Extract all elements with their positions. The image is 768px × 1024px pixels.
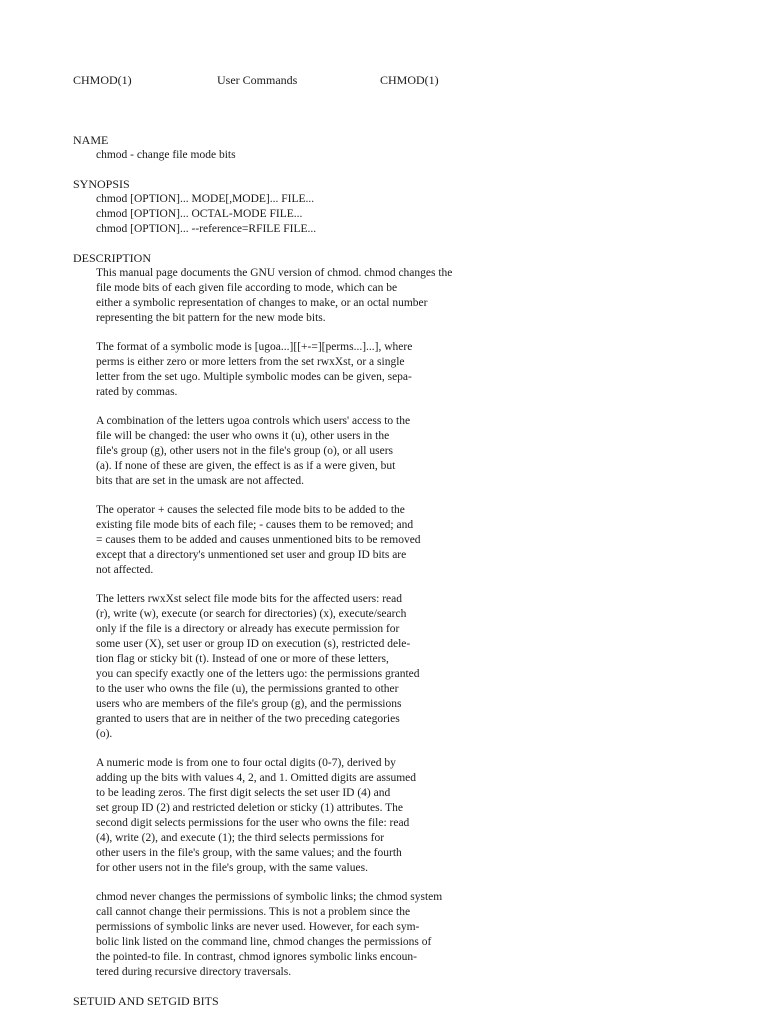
paragraph-line: (4), write (2), and execute (1); the third selects permissions for: [96, 832, 385, 844]
description-paragraph: [96, 414, 713, 489]
paragraph-line: either a symbolic representation of changes to make, or an octal number: [96, 297, 428, 309]
description-paragraph: [96, 890, 713, 980]
paragraph-line: not affected.: [96, 564, 154, 576]
paragraph-line: adding up the bits with values 4, 2, and 1. Omitted digits are assumed: [96, 772, 417, 784]
paragraph-line: only if the file is a directory or already has execute permission for: [96, 623, 400, 635]
paragraph-line: file mode bits of each given file according to mode, which can be: [96, 282, 398, 294]
section-title-name: NAME: [73, 133, 109, 147]
paragraph-line: (r), write (w), execute (or search for directories) (x), execute/search: [96, 608, 407, 620]
paragraph-line: set group ID (2) and restricted deletion or sticky (1) attributes. The: [96, 802, 404, 814]
paragraph-line: (a). If none of these are given, the effect is as if a were given, but: [96, 460, 396, 472]
description-body: [73, 266, 713, 980]
paragraph-line: bits that are set in the umask are not affected.: [96, 475, 304, 487]
paragraph-line: except that a directory's unmentioned set user and group ID bits are: [96, 549, 407, 561]
header-right: CHMOD(1): [380, 73, 439, 87]
paragraph-line: letter from the set ugo. Multiple symbolic modes can be given, sepa-: [96, 371, 412, 383]
name-line: chmod - change file mode bits: [96, 149, 236, 161]
section-name: [73, 133, 713, 163]
paragraph-line: A numeric mode is from one to four octal digits (0-7), derived by: [96, 757, 396, 769]
paragraph-line: to be leading zeros. The first digit selects the set user ID (4) and: [96, 787, 391, 799]
paragraph-line: tered during recursive directory traversals.: [96, 966, 292, 978]
header-left: CHMOD(1): [73, 73, 132, 87]
paragraph-line: call cannot change their permissions. This is not a problem since the: [96, 906, 411, 918]
section-title-synopsis: SYNOPSIS: [73, 177, 130, 191]
paragraph-line: The letters rwxXst select file mode bits for the affected users: read: [96, 593, 403, 605]
paragraph-line: second digit selects permissions for the user who owns the file: read: [96, 817, 410, 829]
section-setuid: [73, 994, 713, 1009]
paragraph-line: = causes them to be added and causes unmentioned bits to be removed: [96, 534, 421, 546]
paragraph-line: bolic link listed on the command line, chmod changes the permissions of: [96, 936, 432, 948]
paragraph-line: This manual page documents the GNU version of chmod. chmod changes the: [96, 267, 453, 279]
paragraph-line: the pointed-to file. In contrast, chmod ignores symbolic links encoun-: [96, 951, 417, 963]
paragraph-line: perms is either zero or more letters from the set rwxXst, or a single: [96, 356, 405, 368]
paragraph-line: granted to users that are in neither of the two preceding categories: [96, 713, 400, 725]
description-paragraph: [96, 340, 713, 400]
paragraph-line: (o).: [96, 728, 113, 740]
header-center: User Commands: [217, 73, 298, 87]
paragraph-line: to the user who owns the file (u), the permissions granted to other: [96, 683, 399, 695]
paragraph-line: file will be changed: the user who owns it (u), other users in the: [96, 430, 390, 442]
paragraph-line: A combination of the letters ugoa controls which users' access to the: [96, 415, 411, 427]
paragraph-line: The operator + causes the selected file mode bits to be added to the: [96, 504, 405, 516]
section-description: [73, 251, 713, 980]
page-header: [73, 73, 493, 89]
paragraph-line: rated by commas.: [96, 386, 178, 398]
paragraph-line: permissions of symbolic links are never used. However, for each sym-: [96, 921, 420, 933]
paragraph-line: file's group (g), other users not in the file's group (o), or all users: [96, 445, 394, 457]
synopsis-line: chmod [OPTION]... MODE[,MODE]... FILE...: [96, 193, 315, 205]
page-content: [73, 133, 713, 1009]
section-title-description: DESCRIPTION: [73, 251, 152, 265]
paragraph-line: for other users not in the file's group, with the same values.: [96, 862, 368, 874]
paragraph-line: existing file mode bits of each file; - causes them to be removed; and: [96, 519, 414, 531]
synopsis-body: [73, 192, 713, 237]
paragraph-line: The format of a symbolic mode is [ugoa...][[+-=][perms...]...], where: [96, 341, 413, 353]
description-paragraph: [96, 503, 713, 578]
paragraph-line: representing the bit pattern for the new mode bits.: [96, 312, 326, 324]
paragraph-line: other users in the file's group, with the same values; and the fourth: [96, 847, 402, 859]
synopsis-line: chmod [OPTION]... --reference=RFILE FILE...: [96, 223, 317, 235]
paragraph-line: some user (X), set user or group ID on execution (s), restricted dele-: [96, 638, 411, 650]
synopsis-line: chmod [OPTION]... OCTAL-MODE FILE...: [96, 208, 303, 220]
paragraph-line: you can specify exactly one of the letters ugo: the permissions granted: [96, 668, 420, 680]
section-title-setuid: SETUID AND SETGID BITS: [73, 994, 219, 1008]
description-paragraph: [96, 756, 713, 876]
section-synopsis: [73, 177, 713, 237]
description-paragraph: [96, 592, 713, 742]
name-body: [73, 148, 713, 163]
paragraph-line: users who are members of the file's group (g), and the permissions: [96, 698, 402, 710]
paragraph-line: chmod never changes the permissions of symbolic links; the chmod system: [96, 891, 443, 903]
description-paragraph: [96, 266, 713, 326]
paragraph-line: tion flag or sticky bit (t). Instead of one or more of these letters,: [96, 653, 389, 665]
